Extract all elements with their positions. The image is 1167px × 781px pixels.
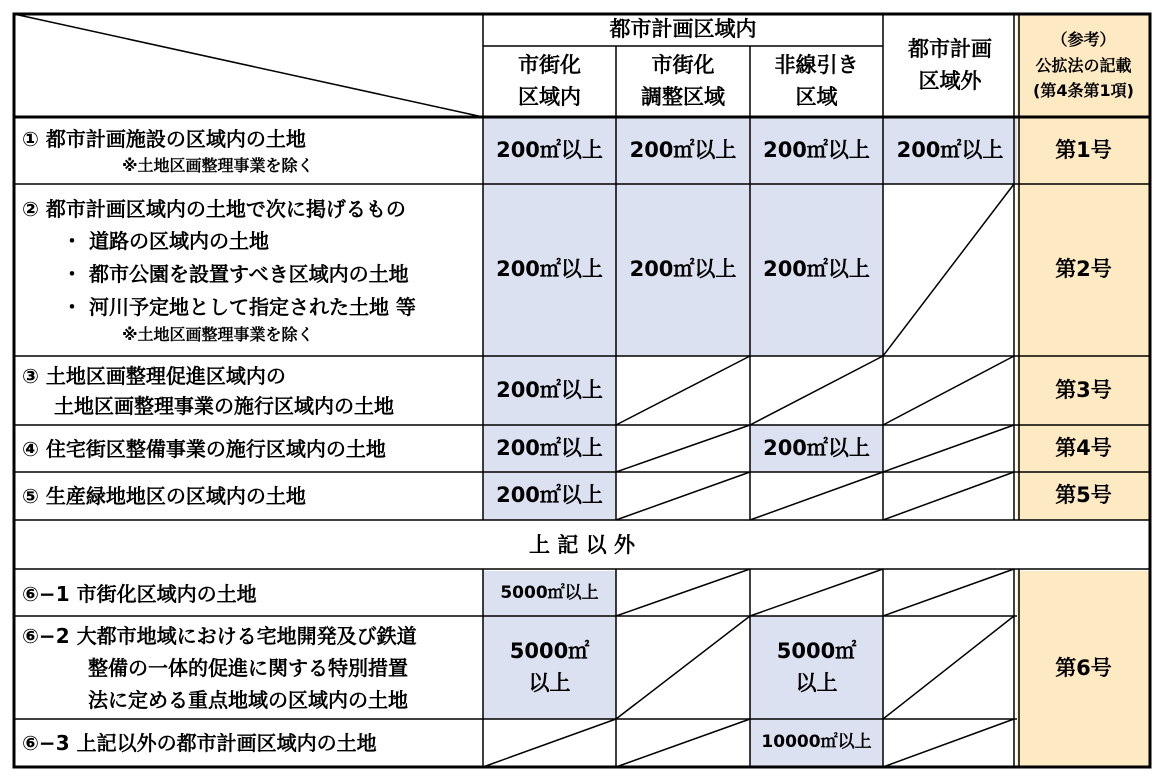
header-hisenbiki: 非線引き 区域 <box>774 53 859 109</box>
row2-shigaika: 200㎡以上 <box>483 184 616 356</box>
row1-chosei: 200㎡以上 <box>616 117 750 184</box>
ref-header-line1: （参考） <box>1051 30 1116 50</box>
ref-header-line2: 公拡法の記載 <box>1035 55 1132 75</box>
row1-note: ※土地区画整理事業を除く <box>122 155 314 175</box>
header-group-urban-planning-area: 都市計画区域内 <box>609 17 757 42</box>
row6-2-hisenbiki: 5000㎡ 以上 <box>750 616 883 719</box>
row6-2-label-line1: ⑥−2 大都市地域における宅地開発及び鉄道 <box>22 623 417 648</box>
row4-hisenbiki: 200㎡以上 <box>750 425 883 472</box>
row6-2-label <box>14 616 483 719</box>
ref-header-line3: (第4条第1項) <box>1033 81 1134 101</box>
row1-ref: 第1号 <box>1017 117 1150 184</box>
row5-ref: 第5号 <box>1017 472 1150 520</box>
header-shigaika: 市街化 区域内 <box>518 53 581 109</box>
row5-shigaika: 200㎡以上 <box>483 472 616 520</box>
row3-label-line1: ③ 土地区画整理促進区域内の <box>22 363 286 388</box>
row2-label-text: ② 都市計画区域内の土地で次に掲げるもの <box>22 196 406 221</box>
other-section-heading: 上 記 以 外 <box>529 532 635 557</box>
row2-chosei: 200㎡以上 <box>616 184 750 356</box>
row2-bullet-park: ・ 都市公園を設置すべき区域内の土地 <box>62 262 409 286</box>
ref-header-cell <box>1017 14 1150 117</box>
row6-3-hisenbiki: 10000㎡以上 <box>750 719 883 767</box>
row4-shigaika: 200㎡以上 <box>483 425 616 472</box>
row6-1-label: ⑥−1 市街化区域内の土地 <box>22 581 257 606</box>
row6-ref: 第6号 <box>1017 571 1150 767</box>
row2-note: ※土地区画整理事業を除く <box>122 325 314 345</box>
row2-hisenbiki: 200㎡以上 <box>750 184 883 356</box>
row1-label-text: ① 都市計画施設の区域内の土地 <box>22 126 306 151</box>
row6-2-label-line2: 整備の一体的促進に関する特別措置 <box>88 655 408 680</box>
row2-bullet-river: ・ 河川予定地として指定された土地 等 <box>62 294 416 319</box>
row2-ref: 第2号 <box>1017 184 1150 356</box>
header-chosei: 市街化 調整区域 <box>641 53 725 109</box>
header-diagonal <box>14 14 483 117</box>
row1-label <box>14 117 483 184</box>
row3-label <box>14 356 483 425</box>
header-outside-area: 都市計画 区域外 <box>908 37 992 93</box>
row1-shigaika: 200㎡以上 <box>483 117 616 184</box>
row3-ref: 第3号 <box>1017 356 1150 425</box>
row6-3-label: ⑥−3 上記以外の都市計画区域内の土地 <box>22 731 377 755</box>
row1-outside: 200㎡以上 <box>883 117 1017 184</box>
row2-label <box>14 184 483 356</box>
row1-hisenbiki: 200㎡以上 <box>750 117 883 184</box>
row4-label: ④ 住宅街区整備事業の施行区域内の土地 <box>22 436 386 461</box>
row4-ref: 第4号 <box>1017 425 1150 472</box>
row6-1-shigaika: 5000㎡以上 <box>483 571 616 616</box>
row5-label: ⑤ 生産緑地地区の区域内の土地 <box>22 484 306 508</box>
row3-shigaika: 200㎡以上 <box>483 356 616 425</box>
row6-2-shigaika: 5000㎡ 以上 <box>483 616 616 719</box>
row6-2-label-line3: 法に定める重点地域の区域内の土地 <box>88 687 408 712</box>
row2-bullet-road: ・ 道路の区域内の土地 <box>62 229 269 254</box>
row3-label-line2: 土地区画整理事業の施行区域内の土地 <box>54 393 394 418</box>
